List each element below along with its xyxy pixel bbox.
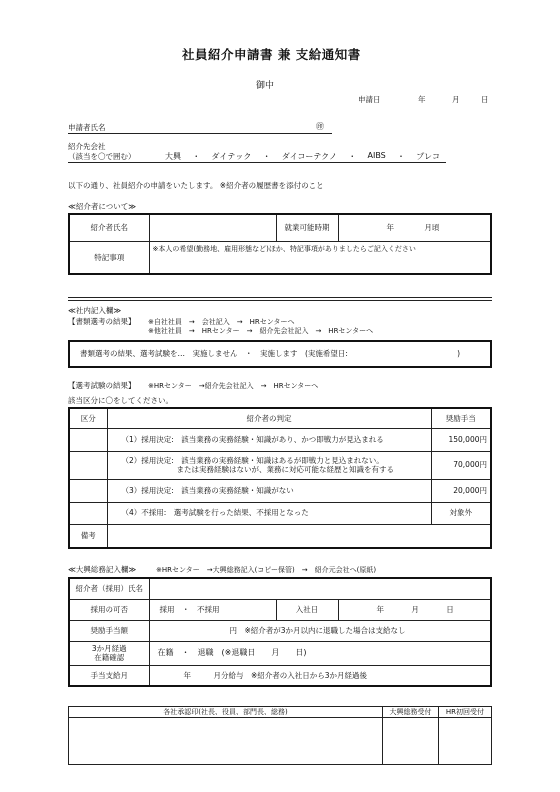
company-option[interactable]: ダイコーテクノ xyxy=(281,152,337,161)
approval-table xyxy=(68,706,492,765)
join-day: 日 xyxy=(446,604,454,614)
approval-col-stamps: 各社承認印(社長、役員、部門長、総務) xyxy=(69,707,383,718)
doc-result-field[interactable] xyxy=(69,341,491,367)
enrollment-check-label xyxy=(69,641,149,665)
check-label-line2: 在籍確認 xyxy=(94,653,125,662)
special-label: 特記事項 xyxy=(69,241,149,274)
exam-row-amount: 20,000円 xyxy=(431,479,491,502)
join-year: 年 xyxy=(376,604,384,614)
hired-name-field[interactable] xyxy=(149,578,491,599)
daiko-reception-stamp[interactable] xyxy=(383,718,439,765)
date-month: 月 xyxy=(452,95,460,104)
internal-header: ≪社内記入欄≫ xyxy=(68,306,122,315)
pay-month-value[interactable]: 年 月分給与 ※紹介者の入社日から3か月経過後 xyxy=(149,665,491,686)
company-option[interactable]: ダイテック xyxy=(211,152,252,161)
available-label: 就業可能時期 xyxy=(276,214,338,241)
hired-name-label: 紹介者（採用）氏名 xyxy=(69,578,149,599)
hire-value[interactable]: 採用 ・ 不採用 xyxy=(149,599,276,620)
exam-header-bonus: 奨励手当 xyxy=(431,408,491,428)
approval-stamp-area[interactable] xyxy=(69,718,383,765)
introducer-name-field[interactable] xyxy=(149,214,276,241)
exam-header-category: 区分 xyxy=(69,408,107,428)
bonus-value[interactable]: 円 ※紹介者が3か月以内に退職した場合は支給なし xyxy=(149,620,491,641)
remarks-label: 備考 xyxy=(69,524,107,548)
available-field[interactable] xyxy=(338,214,491,241)
available-year: 年 xyxy=(386,223,394,233)
applicant-label: 申請者氏名 xyxy=(68,123,106,132)
separator: ・ xyxy=(262,152,271,161)
exam-row-amount: 対象外 xyxy=(431,502,491,524)
separator: ・ xyxy=(397,152,406,161)
exam-table xyxy=(68,407,492,549)
applicant-underline xyxy=(68,133,332,134)
exam-row-judgment xyxy=(107,451,431,479)
hire-label: 採用の可否 xyxy=(69,599,149,620)
exam-label: 【選考試験の結果】 xyxy=(68,381,136,390)
exam-flow: ※HRセンター →紹介先会社記入 → HRセンターへ xyxy=(148,382,319,390)
exam-row-judgment: （3）採用決定: 該当業務の実務経験・知識がない xyxy=(107,479,431,502)
doc-result-close: ) xyxy=(457,349,460,359)
doc-result-text: 書類選考の結果、選考試験を… 実施しません ・ 実施します (実施希望日: xyxy=(80,349,348,359)
check-label-line1: 3か月経過 xyxy=(91,643,127,653)
daiko-header: ≪大興総務記入欄≫ xyxy=(68,565,137,574)
company-note: （該当を〇で囲む） xyxy=(68,152,136,161)
remarks-field[interactable] xyxy=(107,524,491,548)
approval-col-hr: HR初回受付 xyxy=(439,707,492,718)
exam-instruction: 該当区分に〇をしてください。 xyxy=(68,396,173,405)
exam-row-line1: （2）採用決定: 該当業務の実務経験・知識はあるが即戦力と見込まれない。 xyxy=(121,455,384,465)
intro-text: 以下の通り、社員紹介の申請をいたします。 ※紹介者の履歴書を添付のこと xyxy=(68,181,324,190)
exam-row xyxy=(69,502,491,524)
seal-mark: ㊞ xyxy=(316,122,324,131)
addressee: 御中 xyxy=(256,81,275,91)
exam-header-judgment: 紹介者の判定 xyxy=(107,408,431,428)
exam-row xyxy=(69,451,491,479)
hr-reception-stamp[interactable] xyxy=(439,718,492,765)
join-date-field[interactable] xyxy=(338,599,491,620)
exam-row xyxy=(69,428,491,451)
date-year: 年 xyxy=(418,95,426,104)
page-title: 社員紹介申請書 兼 支給通知書 xyxy=(182,47,361,62)
section-divider-bottom xyxy=(68,300,492,301)
join-label: 入社日 xyxy=(276,599,338,620)
company-option[interactable]: プレコ xyxy=(416,152,440,161)
doc-result-label: 【書類選考の結果】 xyxy=(68,317,136,326)
bonus-label: 奨励手当額 xyxy=(69,620,149,641)
special-note: ※本人の希望(勤務地、雇用形態など)ほか、特記事項がありましたらご記入ください xyxy=(152,244,416,253)
exam-row-mark[interactable] xyxy=(69,502,107,524)
exam-row-judgment: （1）採用決定: 該当業務の実務経験・知識があり、かつ即戦力が見込まれる xyxy=(107,428,431,451)
company-option[interactable]: AIBS xyxy=(367,151,386,160)
introducer-table xyxy=(68,213,492,275)
approval-col-daiko: 大興総務受付 xyxy=(383,707,439,718)
exam-row-mark[interactable] xyxy=(69,479,107,502)
separator: ・ xyxy=(348,152,357,161)
introducer-name-label: 紹介者氏名 xyxy=(69,214,149,241)
introducer-header: ≪紹介者について≫ xyxy=(68,202,137,211)
doc-flow-1: ※自社社員 → 会社記入 → HRセンターへ xyxy=(148,318,295,326)
section-divider-top xyxy=(68,297,492,298)
exam-row-judgment: （4）不採用: 選考試験を行った結果、不採用となった xyxy=(107,502,431,524)
company-label: 紹介先会社 xyxy=(68,142,106,151)
available-month: 月頃 xyxy=(424,223,440,233)
exam-row-mark[interactable] xyxy=(69,451,107,479)
doc-result-box xyxy=(68,340,492,368)
company-underline xyxy=(68,162,446,163)
pay-month-label: 手当支給月 xyxy=(69,665,149,686)
exam-row-amount: 70,000円 xyxy=(431,451,491,479)
exam-row-line2: または実務経験はないが、業務に対応可能な経歴と知識を有する xyxy=(176,465,394,474)
join-month: 月 xyxy=(411,604,419,614)
company-option[interactable]: 大興 xyxy=(165,152,181,161)
special-field[interactable] xyxy=(149,241,491,274)
separator: ・ xyxy=(192,152,201,161)
exam-row-amount: 150,000円 xyxy=(431,428,491,451)
doc-flow-2: ※他社社員 → HRセンター → 紹介先会社記入 → HRセンターへ xyxy=(148,327,374,335)
date-prefix: 申請日 xyxy=(358,95,381,104)
exam-row-mark[interactable] xyxy=(69,428,107,451)
daiko-flow: ※HRセンター →大興総務記入(コピー保管) → 紹介元会社へ(原紙) xyxy=(156,566,377,574)
date-day: 日 xyxy=(481,95,489,104)
exam-row xyxy=(69,479,491,502)
enrollment-check-value[interactable]: 在籍 ・ 退職 (※退職日 月 日) xyxy=(149,641,491,665)
company-options xyxy=(165,151,440,162)
daiko-table xyxy=(68,577,492,687)
